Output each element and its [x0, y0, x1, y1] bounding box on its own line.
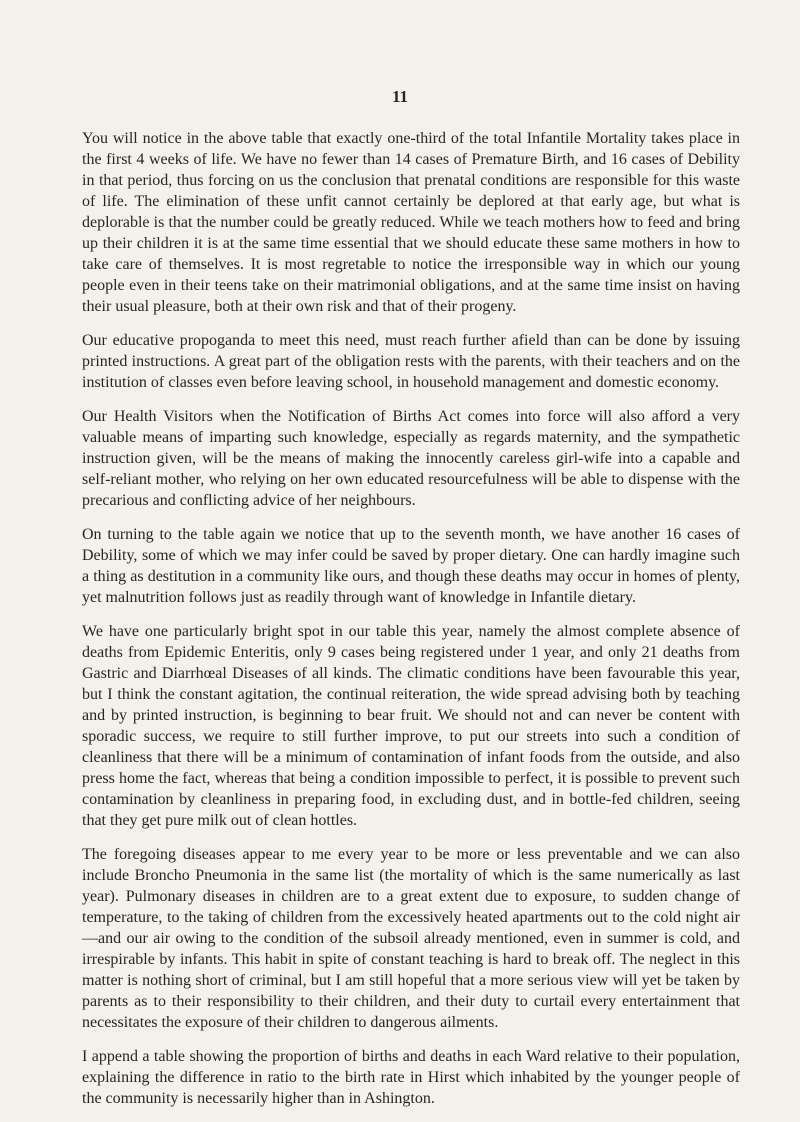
document-body — [82, 128, 740, 1122]
paragraph: I append a table showing the proportion of births and deaths in each Ward relative to their population, explaining the difference in ratio to the birth rate in Hirst which inhabited by the younger people of the community is necessarily higher than in Ashington. — [82, 1048, 740, 1107]
paragraph: Our Health Visitors when the Notification of Births Act comes into force will also afford a very valuable means of imparting such knowledge, especially as regards maternity, and the sympathetic instruction given, will be the means of making the innocently careless girl-wife into a capable and self-reliant mother, who relying on her own educated resourcefulness will be able to dispense with the precarious and conflicting advice of her neighbours. — [82, 408, 740, 509]
paragraph: You will notice in the above table that exactly one-third of the total Infantile Mortality takes place in the first 4 weeks of life. We have no fewer than 14 cases of Premature Birth, and 16 cases of Debility in that period, thus forcing on us the conclusion that prenatal conditions are responsible for this waste of life. The elimination of these unfit cannot certainly be deplored at that early age, but what is deplorable is that the number could be greatly reduced. While we teach mothers how to feed and bring up their children it is at the same time essential that we should educate these same mothers in how to take care of themselves. It is most regretable to notice the irresponsible way in which our young people even in their teens take on their matrimonial obligations, and at the same time insist on having their usual pleasure, both at their own risk and that of their progeny. — [82, 130, 740, 315]
paragraph: The foregoing diseases appear to me every year to be more or less preventable and we can also include Broncho Pneumonia in the same list (the mortality of which is the same numerically as last year). Pulmonary diseases in children are to a great extent due to exposure, to sudden change of temperature, to the taking of children from the excessively heated apartments out to the cold night air—and our air owing to the condition of the subsoil already mentioned, even in summer is cold, and irrespirable by infants. This habit in spite of constant teaching is hard to break off. The neglect in this matter is nothing short of criminal, but I am still hopeful that a more serious view will yet be taken by parents as to their responsibility to their children, and their duty to curtail every entertainment that necessitates the exposure of their children to dangerous ailments. — [82, 846, 740, 1031]
paragraph: Our educative propoganda to meet this need, must reach further afield than can be done by issuing printed instructions. A great part of the obligation rests with the parents, with their teachers and on the institution of classes even before leaving school, in household management and domestic economy. — [82, 332, 740, 391]
paragraph: On turning to the table again we notice that up to the seventh month, we have another 16 cases of Debility, some of which we may infer could be saved by proper dietary. One can hardly imagine such a thing as destitution in a community like ours, and though these deaths may occur in homes of plenty, yet malnutrition follows just as readily through want of knowledge in Infantile dietary. — [82, 526, 740, 606]
page-number: 11 — [391, 87, 409, 106]
paragraph: We have one particularly bright spot in our table this year, namely the almost complete absence of deaths from Epidemic Enteritis, only 9 cases being registered under 1 year, and only 21 deaths from Gastric and Diarrhœal Diseases of all kinds. The climatic conditions have been favourable this year, but I think the constant agitation, the continual reiteration, the wide spread advising both by teaching and by printed instruction, is beginning to bear fruit. We should not and can never be content with sporadic success, we require to still further improve, to put our streets into such a condition of cleanliness that there will be a minimum of contamination of infant foods from the outside, and also press home the fact, whereas that being a condition impossible to perfect, it is possible to prevent such contamination by cleanliness in preparing food, in excluding dust, and in bottle-fed children, seeing that they get pure milk out of clean hottles. — [82, 623, 740, 829]
